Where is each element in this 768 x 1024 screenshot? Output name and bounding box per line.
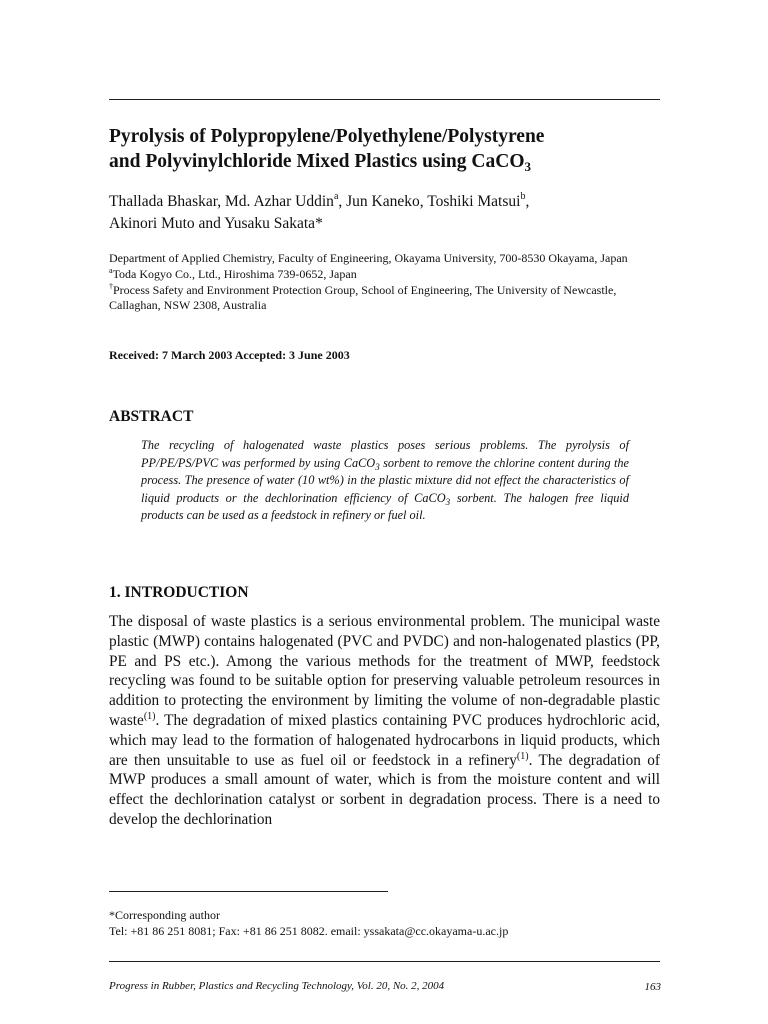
title-line-1: Pyrolysis of Polypropylene/Polyethylene/Polystyrene: [109, 126, 545, 147]
author-text-3: ,: [525, 193, 530, 210]
affiliation-main: Department of Applied Chemistry, Faculty of Engineering, Okayama University, 700-8530 Okayama, Japan: [109, 251, 628, 265]
header-rule: [109, 99, 660, 100]
paper-title: [109, 124, 669, 174]
title-subscript: 3: [524, 159, 531, 174]
author-text-1: Thallada Bhaskar, Md. Azhar Uddin: [109, 193, 334, 210]
affiliation-b-mark: †: [109, 281, 113, 291]
abstract-part-1: The recycling of halogenated waste plastics poses serious problems. The pyrolysis of PP/PE/PS/PVC was performed by using CaCO: [141, 438, 629, 470]
affiliation-a-text: Toda Kogyo Co., Ltd., Hiroshima 739-0652, Japan: [112, 266, 357, 281]
intro-ref-1: (1): [143, 710, 156, 722]
intro-part-3: . The degradation of MWP produces a small amount of water, which is from the moisture content and will effect the dechlorination catalyst or sorbent in degradation process. There is a need to develop the dechlorination: [109, 751, 661, 828]
abstract-sub-1: 3: [375, 461, 380, 472]
footnote-rule: [109, 891, 388, 892]
footnote-line-2: Tel: +81 86 251 8081; Fax: +81 86 251 8082. email: yssakata@cc.okayama-u.ac.jp: [109, 923, 509, 938]
abstract-sub-2: 3: [445, 496, 451, 507]
footer-rule: [109, 961, 660, 962]
author-sup-a: a: [333, 191, 339, 202]
page-number: 163: [644, 981, 661, 993]
intro-ref-2: (1): [516, 750, 529, 762]
intro-part-2: . The degradation of mixed plastics containing PVC produces hydrochloric acid, which may lead to the formation of halogenated hydrocarbons in liquid products, which are then unsuitable to use as fuel oil or feedstock in a refinery: [109, 711, 660, 769]
affiliation-b-text: Process Safety and Environment Protection Group, School of Engineering, The University of Newcastle, Callaghan, NSW 2308, Australia: [109, 282, 617, 313]
introduction-paragraph: [109, 612, 660, 830]
affiliation-a-mark: a: [109, 265, 113, 275]
affiliation-b: [109, 283, 661, 315]
footnote-line-1: *Corresponding author: [109, 908, 220, 922]
affiliation-a: [109, 267, 661, 283]
intro-part-1: The disposal of waste plastics is a serious environmental problem. The municipal waste plastic (MWP) contains halogenated (PVC and PVDC) and non-halogenated plastics (PP, PE and PS etc.). Among the various methods for the treatment of MWP, feedstock recycling was found to be suitable option for preserving valuable petroleum resources in addition to protecting the environment by limiting the volume of non-degradable plastic waste: [109, 613, 660, 729]
footnote: [109, 908, 661, 939]
introduction-heading: 1. INTRODUCTION: [109, 584, 249, 601]
abstract-heading: ABSTRACT: [109, 408, 194, 425]
author-line-2: Akinori Muto and Yusaku Sakata*: [109, 215, 323, 232]
author-text-2: , Jun Kaneko, Toshiki Matsui: [338, 193, 521, 210]
abstract-part-2: sorbent to remove the chlorine content during the process. The presence of water (10 wt%) in the plastic mixture did not effect the characteristics of liquid products or the dechlorination efficiency of CaCO: [141, 455, 630, 505]
abstract-text: [141, 437, 629, 525]
abstract-part-3: sorbent. The halogen free liquid products can be used as a feedstock in refinery or fuel oil.: [141, 490, 629, 523]
affiliations: [109, 251, 661, 314]
title-line-2: and Polyvinylchloride Mixed Plastics using CaCO: [109, 151, 525, 172]
author-list: [109, 191, 669, 235]
author-sup-b: b: [520, 191, 526, 202]
journal-citation: Progress in Rubber, Plastics and Recycling Technology, Vol. 20, No. 2, 2004: [109, 980, 445, 992]
received-dates: Received: 7 March 2003 Accepted: 3 June 2003: [109, 348, 350, 362]
